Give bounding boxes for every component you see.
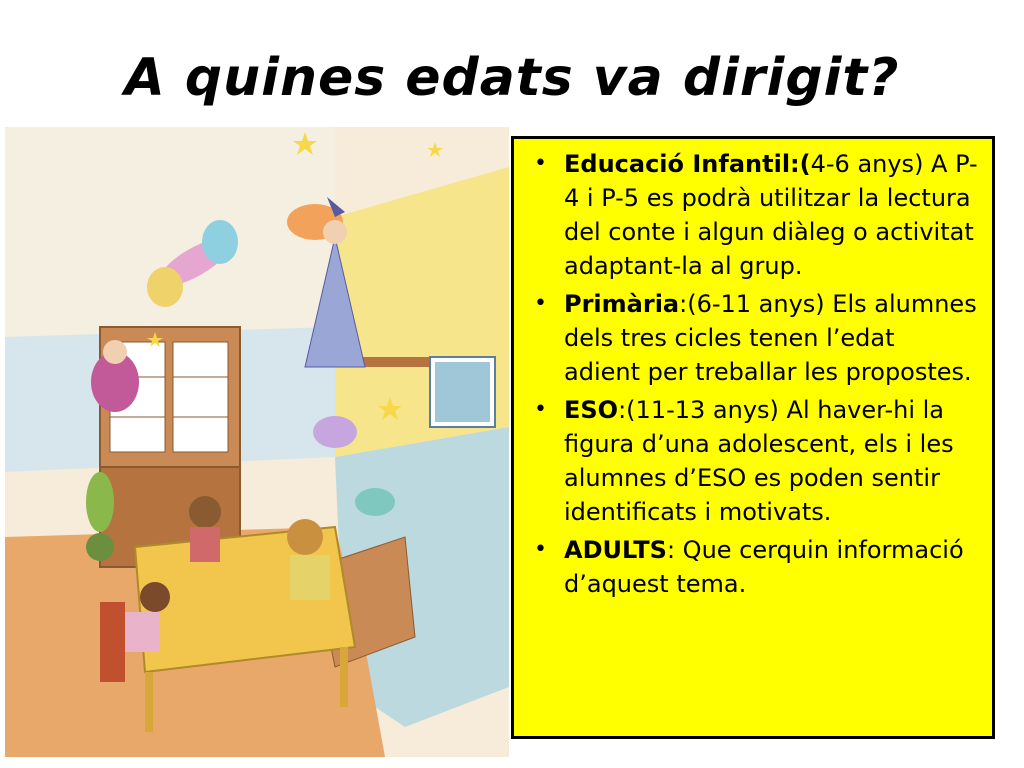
- classroom-illustration: [5, 127, 509, 757]
- bullet-key: Educació Infantil:(: [564, 150, 811, 178]
- content-text-box: [511, 136, 995, 739]
- bullet-dot-icon: •: [534, 151, 547, 176]
- bullet-primaria: [524, 287, 978, 389]
- bullet-key: ESO: [564, 396, 619, 424]
- bullet-infantil: [524, 147, 978, 283]
- bullet-text: :(6-11 anys) Els alumnes dels tres cicles tenen l’edat adient per treballar les propostes.: [564, 290, 977, 386]
- bullet-dot-icon: •: [534, 397, 547, 422]
- bullet-key: ADULTS: [564, 536, 667, 564]
- bullet-text: :(11-13 anys) Al haver-hi la figura d’una adolescent, els i les alumnes d’ESO es poden sentir identificats i motivats.: [564, 396, 954, 526]
- bullet-dot-icon: •: [534, 537, 547, 562]
- bullet-text: 4-6 anys) A P-4 i P-5 es podrà utilitzar la lectura del conte i algun diàleg o activitat adaptant-la al grup.: [564, 150, 978, 280]
- bullet-list: [524, 147, 978, 601]
- bullet-eso: [524, 393, 978, 529]
- bullet-key: Primària: [564, 290, 680, 318]
- bullet-dot-icon: •: [534, 291, 547, 316]
- bullet-text: : Que cerquin informació d’aquest tema.: [564, 536, 964, 598]
- slide-title: A quines edats va dirigit?: [124, 48, 900, 108]
- bullet-adults: [524, 533, 978, 601]
